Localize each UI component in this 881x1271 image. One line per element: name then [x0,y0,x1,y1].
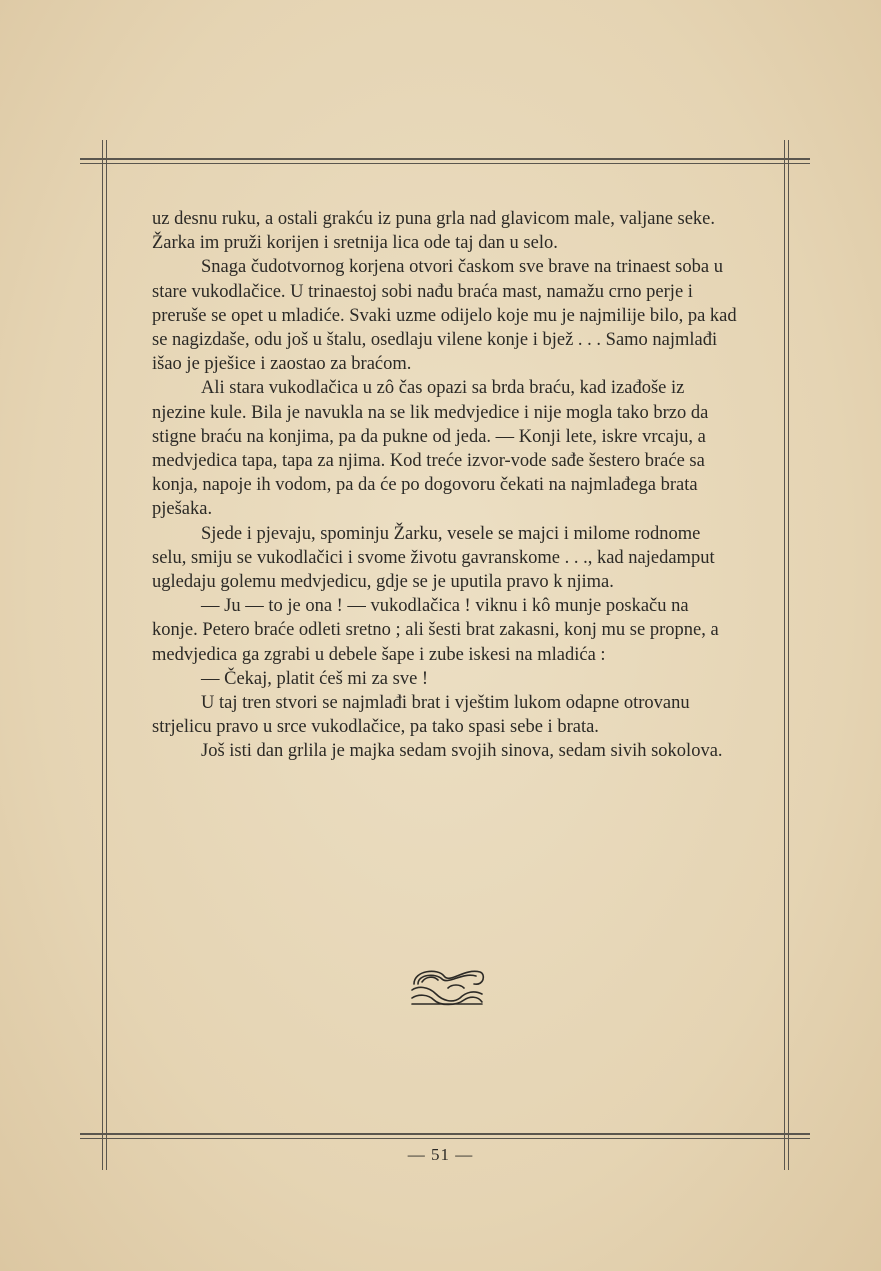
paragraph: — Ju — to je ona ! — vukodlačica ! viknu i kô munje poskaču na konje. Petero braće odleti sretno ; ali šesti brat zakasni, konj mu se propne, a medvjedica ga zgrabi u debele šape i zube iskesi na mladića : [152,596,719,665]
page-number: — 51 — [407,1145,474,1164]
paragraph: Još isti dan grlila je majka sedam svojih sinova, sedam sivih sokolova. [201,741,723,762]
paragraph: Snaga čudotvornog korjena otvori časkom sve brave na trinaest soba u stare vukodlačice. U trinaestoj sobi nađu braća mast, namažu crno perje i preruše se opet u mladiće. Svaki uzme odijelo koje mu je najmilije bilo, pa kad se nagizdaše, odu još u štalu, osedlaju vilene konje i bjež . . . Samo najmlađi išao je pješice i zaostao za braćom. [152,257,737,375]
left-rule-inner [106,140,107,1170]
paragraph: uz desnu ruku, a ostali grakću iz puna grla nad glavicom male, valjane seke. Žarka im pruži korijen i sretnija lica ode taj dan u selo. [152,209,716,254]
art-nouveau-ornament-icon [408,964,486,1008]
bottom-rule-thin [80,1138,810,1139]
left-rule-outer [102,140,103,1170]
bottom-rule [80,1133,810,1135]
right-rule-outer [784,140,785,1170]
paragraph: Ali stara vukodlačica u zô čas opazi sa brda braću, kad izađoše iz njezine kule. Bila je navukla na se lik medvjedice i nije mogla tako brzo da stigne braću na konjima, pa da pukne od jeda. — Konji lete, iskre vrcaju, a medvjedica tapa, tapa za njima. Kod treće izvor-vode sađe šestero braće sa konja, napoje ih vodom, pa da će po dogovoru čekati na najmlađega brata pješaka. [152,378,709,520]
right-rule-inner [788,140,789,1170]
body-text [152,207,737,764]
top-rule [80,158,810,160]
top-rule-thin [80,163,810,164]
paragraph: — Čekaj, platit ćeš mi za sve ! [201,668,429,689]
paragraph: U taj tren stvori se najmlađi brat i vještim lukom odapne otrovanu strjelicu pravo u srce vukodlačice, pa tako spasi sebe i brata. [152,693,690,738]
paragraph: Sjede i pjevaju, spominju Žarku, vesele se majci i milome rodnome selu, smiju se vukodlačici i svome životu gavranskome . . ., kad najedamput ugledaju golemu medvjedicu, gdje se je uputila pravo k njima. [152,523,715,593]
